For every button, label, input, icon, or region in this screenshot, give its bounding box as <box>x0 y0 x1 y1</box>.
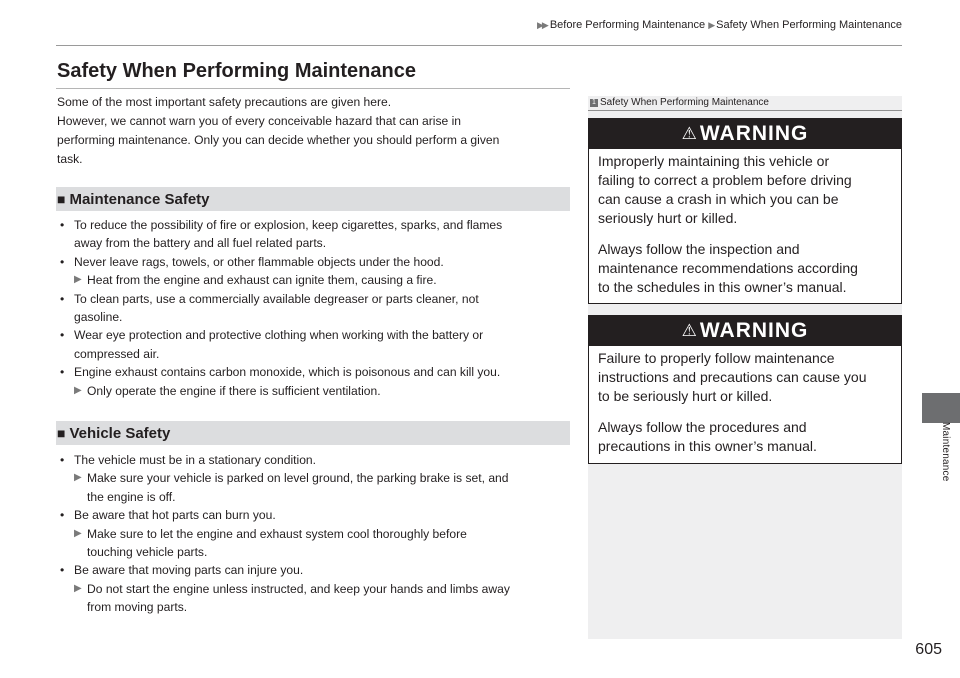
page-title: Safety When Performing Maintenance <box>57 60 416 82</box>
item-line: • Be aware that moving parts can injure you. <box>74 563 304 578</box>
intro-line: task. <box>57 152 83 166</box>
warning-triangle-icon: ⚠ <box>681 321 697 340</box>
side-panel-title <box>590 97 769 108</box>
arrow-icon: ▶ <box>74 527 82 539</box>
warning-header <box>589 316 901 346</box>
item-line: • Never leave rags, towels, or other flammable objects under the hood. <box>74 254 444 269</box>
sub-item <box>74 580 572 598</box>
warning-box <box>588 315 902 464</box>
sub-item-continued: touching vehicle parts. <box>87 545 208 560</box>
item-line: • Be aware that hot parts can burn you. <box>74 508 276 523</box>
list-item <box>57 290 572 327</box>
warning-box <box>588 118 902 304</box>
header-divider <box>56 45 902 46</box>
maintenance-safety-list <box>57 216 572 400</box>
maintenance-safety-heading <box>56 187 570 211</box>
warning-line: Always follow the inspection and <box>598 241 800 257</box>
warning-label: WARNING <box>699 122 809 145</box>
list-item <box>57 326 572 363</box>
item-line: compressed air. <box>74 346 160 361</box>
warning-line: precautions in this owner’s manual. <box>598 438 817 454</box>
warning-line: Improperly maintaining this vehicle or <box>598 153 830 169</box>
item-line: gasoline. <box>74 310 123 325</box>
arrow-icon: ▶ <box>74 384 82 396</box>
warning-line: Always follow the procedures and <box>598 419 807 435</box>
warning-header <box>589 119 901 149</box>
warning-line: to the schedules in this owner’s manual. <box>598 279 847 295</box>
sub-item-text: Heat from the engine and exhaust can ignite them, causing a fire. <box>87 273 437 288</box>
item-line: away from the battery and all fuel related parts. <box>74 236 327 251</box>
reference-badge: 1 <box>590 99 598 107</box>
vehicle-safety-list <box>57 451 572 617</box>
warning-text <box>589 346 901 456</box>
item-line: • To reduce the possibility of fire or explosion, keep cigarettes, sparks, and flames <box>74 218 503 232</box>
side-panel-title-text: Safety When Performing Maintenance <box>600 97 769 108</box>
warning-label: WARNING <box>699 319 809 342</box>
section-heading-text: Maintenance Safety <box>69 190 210 208</box>
warning-line: seriously hurt or killed. <box>598 210 738 226</box>
intro-line: However, we cannot warn you of every conceivable hazard that can arise in <box>57 114 462 128</box>
sub-item <box>74 271 572 289</box>
sub-item <box>74 382 572 400</box>
list-item <box>57 253 572 290</box>
warning-text <box>589 149 901 297</box>
sub-item-text: Do not start the engine unless instructed, and keep your hands and limbs away <box>87 581 510 596</box>
list-item <box>57 363 572 400</box>
warning-line: failing to correct a problem before driving <box>598 172 852 188</box>
intro-line: Some of the most important safety precautions are given here. <box>57 95 392 109</box>
warning-line: maintenance recommendations according <box>598 260 858 276</box>
section-side-label: Maintenance <box>940 422 951 482</box>
section-tab <box>922 393 960 423</box>
warning-line: to be seriously hurt or killed. <box>598 388 773 404</box>
side-panel-divider <box>588 110 902 111</box>
title-divider <box>56 88 570 89</box>
sub-item-text: Make sure your vehicle is parked on level ground, the parking brake is set, and <box>87 471 509 486</box>
breadcrumb-level2[interactable]: Safety When Performing Maintenance <box>716 19 902 31</box>
warning-line: Failure to properly follow maintenance <box>598 350 835 366</box>
list-item <box>57 451 572 506</box>
sub-item-continued: the engine is off. <box>87 489 176 504</box>
double-arrow-icon: ▶▶ <box>536 20 547 30</box>
breadcrumb <box>537 19 902 31</box>
square-bullet-icon: ■ <box>57 425 66 441</box>
breadcrumb-level1[interactable]: Before Performing Maintenance <box>549 19 706 31</box>
list-item <box>57 561 572 616</box>
sub-item <box>74 525 572 543</box>
item-line: • To clean parts, use a commercially available degreaser or parts cleaner, not <box>74 291 479 306</box>
item-line: • The vehicle must be in a stationary condition. <box>74 453 317 467</box>
vehicle-safety-heading <box>56 421 570 445</box>
warning-line: instructions and precautions can cause you <box>598 369 867 385</box>
sub-item-text: Only operate the engine if there is sufficient ventilation. <box>87 383 381 398</box>
warning-line: can cause a crash in which you can be <box>598 191 839 207</box>
arrow-icon: ▶ <box>74 274 82 286</box>
square-bullet-icon: ■ <box>57 191 66 207</box>
item-line: • Engine exhaust contains carbon monoxide, which is poisonous and can kill you. <box>74 365 501 380</box>
warning-triangle-icon: ⚠ <box>681 124 697 143</box>
sub-item <box>74 469 572 487</box>
list-item <box>57 216 572 253</box>
section-heading-text: Vehicle Safety <box>69 424 171 442</box>
list-item <box>57 506 572 561</box>
arrow-icon: ▶ <box>74 472 82 484</box>
sub-item-text: Make sure to let the engine and exhaust system cool thoroughly before <box>87 526 467 541</box>
sub-item-continued: from moving parts. <box>87 600 188 615</box>
arrow-icon: ▶ <box>708 20 714 30</box>
intro-line: performing maintenance. Only you can decide whether you should perform a given <box>57 133 500 147</box>
intro-paragraph <box>57 93 572 169</box>
item-line: • Wear eye protection and protective clothing when working with the battery or <box>74 328 484 343</box>
arrow-icon: ▶ <box>74 582 82 594</box>
page-number: 605 <box>915 641 942 658</box>
